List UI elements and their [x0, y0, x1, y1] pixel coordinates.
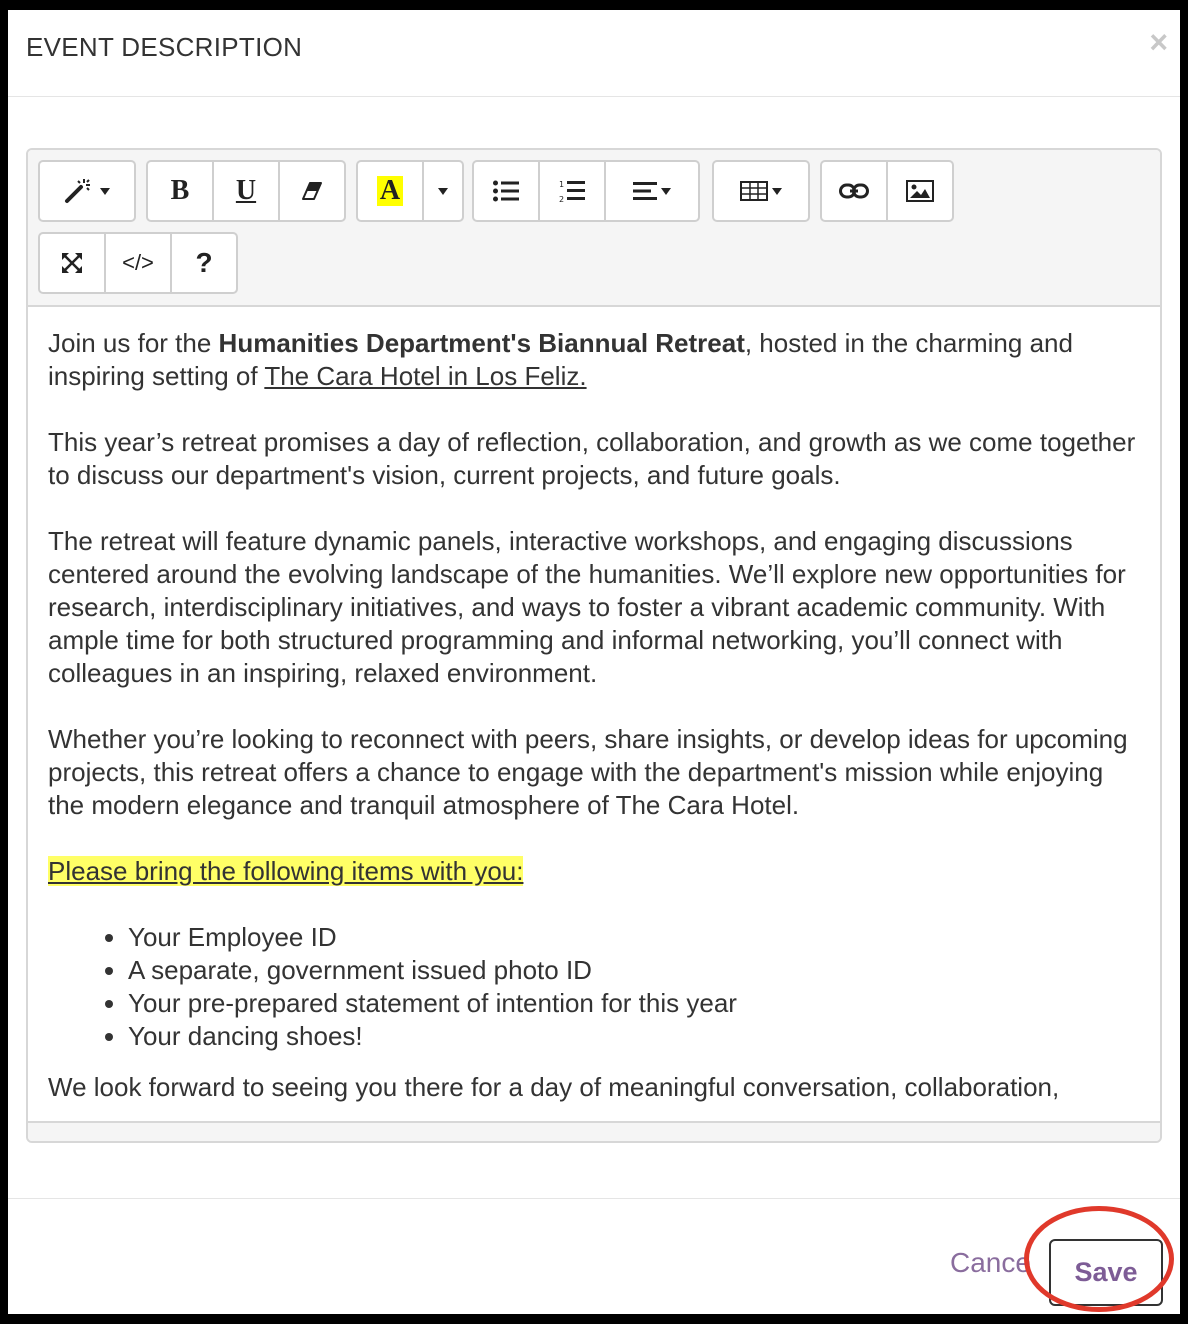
modal-footer — [8, 1198, 1180, 1314]
paragraph-features: The retreat will feature dynamic panels, interactive workshops, and engaging discussions centered around the evolving landscape of the humanities. We’ll explore new opportunities for research, interdisciplinary initiatives, and ways to foster a vibrant academic community. With ample time for both structured programming and informal networking, you’ll connect with colleagues in an inspiring, relaxed environment. — [48, 526, 1126, 688]
clear-format-button[interactable] — [280, 162, 344, 220]
items-list — [48, 921, 1140, 1053]
intro-text: Join us for the — [48, 328, 219, 358]
intro-text-continued: , hosted in the charming and inspiring setting of — [48, 328, 1073, 391]
svg-text:1: 1 — [559, 180, 565, 189]
modal-header — [8, 10, 1180, 97]
code-view-button[interactable]: </> — [106, 234, 172, 292]
bullet-list-icon — [493, 180, 519, 202]
eraser-icon — [301, 181, 323, 201]
image-icon — [906, 180, 934, 202]
caret-down-icon — [661, 188, 671, 195]
style-group — [38, 160, 136, 222]
caret-down-icon — [772, 188, 782, 195]
underline-button[interactable]: U — [214, 162, 280, 220]
paragraph-invitation: Whether you’re looking to reconnect with peers, share insights, or develop ideas for upcoming projects, this retreat offers a chance to engage with the department's mission while enjoying the modern elegance and tranquil atmosphere of The Cara Hotel. — [48, 724, 1128, 820]
font-style-group — [146, 160, 346, 222]
svg-text:2: 2 — [559, 195, 565, 203]
view-group — [38, 232, 238, 294]
venue-link[interactable]: The Cara Hotel in Los Feliz. — [264, 361, 587, 391]
list-item: • A separate, government issued photo ID — [128, 954, 1140, 987]
table-dropdown-button[interactable] — [714, 162, 808, 220]
caret-down-icon — [438, 188, 448, 195]
unordered-list-button[interactable] — [474, 162, 540, 220]
text-color-icon: A — [377, 176, 403, 206]
align-left-icon — [633, 182, 657, 200]
list-item: • Your dancing shoes! — [128, 1020, 1140, 1053]
save-button[interactable]: Save — [1049, 1239, 1163, 1306]
color-dropdown-button[interactable] — [424, 162, 462, 220]
paragraph-intro — [48, 327, 1140, 393]
editor-toolbar — [28, 150, 1160, 307]
highlight-color-button[interactable] — [358, 162, 424, 220]
insert-link-button[interactable] — [822, 162, 888, 220]
event-description-modal — [8, 10, 1180, 1314]
paragraph-group — [472, 160, 700, 222]
paragraph-purpose: This year’s retreat promises a day of reflection, collaboration, and growth as we come together to discuss our department's vision, current projects, and future goals. — [48, 427, 1136, 490]
paragraph-closing: We look forward to seeing you there for a day of meaningful conversation, collaboration, — [48, 1072, 1060, 1102]
link-icon — [839, 182, 869, 200]
close-button[interactable]: × — [1149, 24, 1168, 60]
highlight-heading-paragraph — [48, 855, 1140, 888]
modal-title: EVENT DESCRIPTION — [26, 32, 303, 62]
fullscreen-button[interactable] — [40, 234, 106, 292]
table-icon — [740, 181, 768, 201]
event-name: Humanities Department's Biannual Retreat — [218, 328, 745, 358]
align-dropdown-button[interactable] — [606, 162, 698, 220]
rich-text-editor — [26, 148, 1162, 1143]
style-dropdown-button[interactable] — [40, 162, 134, 220]
editor-resize-bar[interactable] — [28, 1121, 1160, 1141]
color-group — [356, 160, 464, 222]
help-button[interactable]: ? — [195, 247, 213, 278]
caret-down-icon — [100, 188, 110, 195]
magic-wand-icon — [64, 178, 96, 204]
list-item: • Your Employee ID — [128, 921, 1140, 954]
ordered-list-button[interactable] — [540, 162, 606, 220]
numbered-list-icon — [559, 179, 585, 203]
table-group — [712, 160, 810, 222]
list-item: • Your pre-prepared statement of intention for this year — [128, 987, 1140, 1020]
highlight-heading: Please bring the following items with you: — [48, 856, 524, 886]
insert-image-button[interactable] — [888, 162, 952, 220]
fullscreen-icon — [61, 252, 83, 274]
insert-group — [820, 160, 954, 222]
cancel-button[interactable]: Cance — [950, 1247, 1031, 1278]
bold-button[interactable]: B — [148, 162, 214, 220]
editor-content[interactable] — [28, 307, 1160, 1122]
